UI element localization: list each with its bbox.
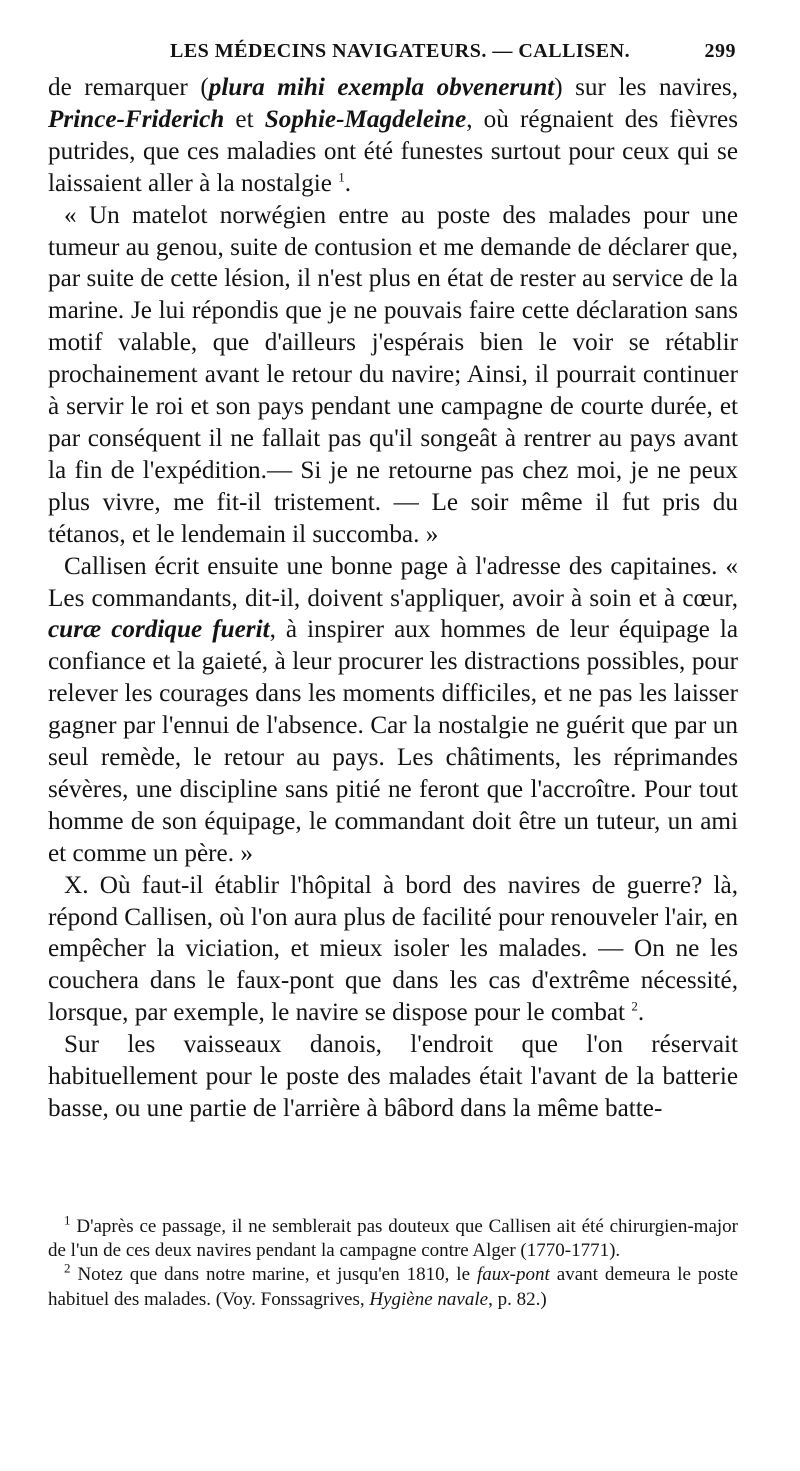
paragraph-5: Sur les vaisseaux danois, l'endroit que l'on réservait habituellement pour le poste des malades était l'avant de la batterie basse, ou une partie de l'arrière à bâbord dans la même batte- xyxy=(48,1031,738,1122)
footnote-mark: 2 xyxy=(64,1261,71,1277)
text-run: . xyxy=(344,169,352,197)
paragraph-2: « Un matelot norwégien entre au poste des malades pour une tumeur au genou, suite de contusion et me demande de déclarer que, par suite de cette lésion, il n'est plus en état de rester au service de la marine. Je lui répondis que je ne pouvais faire cette déclaration sans motif valable, que d'ailleurs j'espérais bien le voir se rétablir prochainement avant le retour du navire; Ainsi, il pourrait continuer à servir le roi et son pays pendant une campagne de courte durée, et par conséquent il ne fallait pas qu'il songeât à rentrer au pays avant la fin de l'expédition.— Si je ne retourne pas chez moi, je ne peux plus vivre, me fit-il tristement. — Le soir même il fut pris du tétanos, et le lendemain il succomba. » xyxy=(48,201,738,548)
footnote-ref: 1 xyxy=(338,169,345,185)
footnote-mark: 1 xyxy=(64,1212,71,1228)
ship-name: Prince-Friderich xyxy=(48,105,225,133)
text-run: Notez que dans notre marine, et jusqu'en 1810, le xyxy=(70,1264,477,1286)
footnotes xyxy=(48,1212,738,1312)
ship-name: Sophie-Magdeleine xyxy=(264,105,467,133)
text-run: , où régnaient des fièvres putrides, que ces maladies ont été funestes surtout pour ceux qui se laissaient aller à la nostalgie xyxy=(48,105,738,197)
running-head xyxy=(170,40,736,63)
text-run: Callisen écrit ensuite une bonne page à l'adresse des capitaines. « Les commandants, dit-il, doivent s'appliquer, avoir à soin et à cœur, xyxy=(48,552,738,612)
paragraph-4 xyxy=(48,870,738,1030)
text-run: , à inspirer aux hommes de leur équipage la confiance et la gaieté, à leur procurer les distractions possibles, pour relever les courages dans les moments difficiles, et ne pas les laisser gagner par l'ennui de l'absence. Car la nostalgie ne guérit que par un seul remède, le retour au pays. Les châtiments, les réprimandes sévères, une discipline sans pitié ne feront que l'accroître. Pour tout homme de son équipage, le commandant doit être un tuteur, un ami et comme un père. » xyxy=(48,616,739,867)
paragraph-1 xyxy=(48,72,738,200)
text-run: X. Où faut-il établir l'hôpital à bord des navires de guerre? là, répond Callisen, où l'on aura plus de facilité pour renouveler l'air, en empêcher la viciation, et mieux isoler les malades. — On ne les couchera dans le faux-pont que dans les cas d'extrême nécessité, lorsque, par exemple, le navire se dispose pour le combat xyxy=(48,871,738,1027)
text-run: . xyxy=(637,999,645,1027)
latin-quote: curæ cordique fuerit xyxy=(48,616,270,644)
footnote-1 xyxy=(48,1212,738,1263)
text-run: de remarquer ( xyxy=(48,74,209,101)
text-run: ) sur les navires, xyxy=(554,74,738,101)
text-run: , p. 82.) xyxy=(488,1288,547,1310)
text-run: D'après ce passage, il ne semblerait pas douteux que Callisen ait été chirurgien-major de l'un de ces deux navires pendant la campagne contre Alger (1770-1771). xyxy=(48,1216,738,1262)
footnote-2 xyxy=(48,1263,738,1311)
body-text xyxy=(48,72,738,1125)
page-number: 299 xyxy=(704,40,736,62)
running-title: LES MÉDECINS NAVIGATEURS. — CALLISEN. xyxy=(170,40,631,62)
paragraph-3 xyxy=(48,551,738,870)
footnote-ref: 2 xyxy=(631,998,638,1014)
italic-term: faux-pont xyxy=(476,1264,550,1286)
book-title: Hygiène navale xyxy=(369,1288,489,1310)
latin-quote: plura mihi exempla obvenerunt xyxy=(208,74,555,101)
text-run: avant demeura le poste habituel des malades. (Voy. Fonssagrives, xyxy=(48,1264,738,1310)
text-run: et xyxy=(224,105,265,133)
